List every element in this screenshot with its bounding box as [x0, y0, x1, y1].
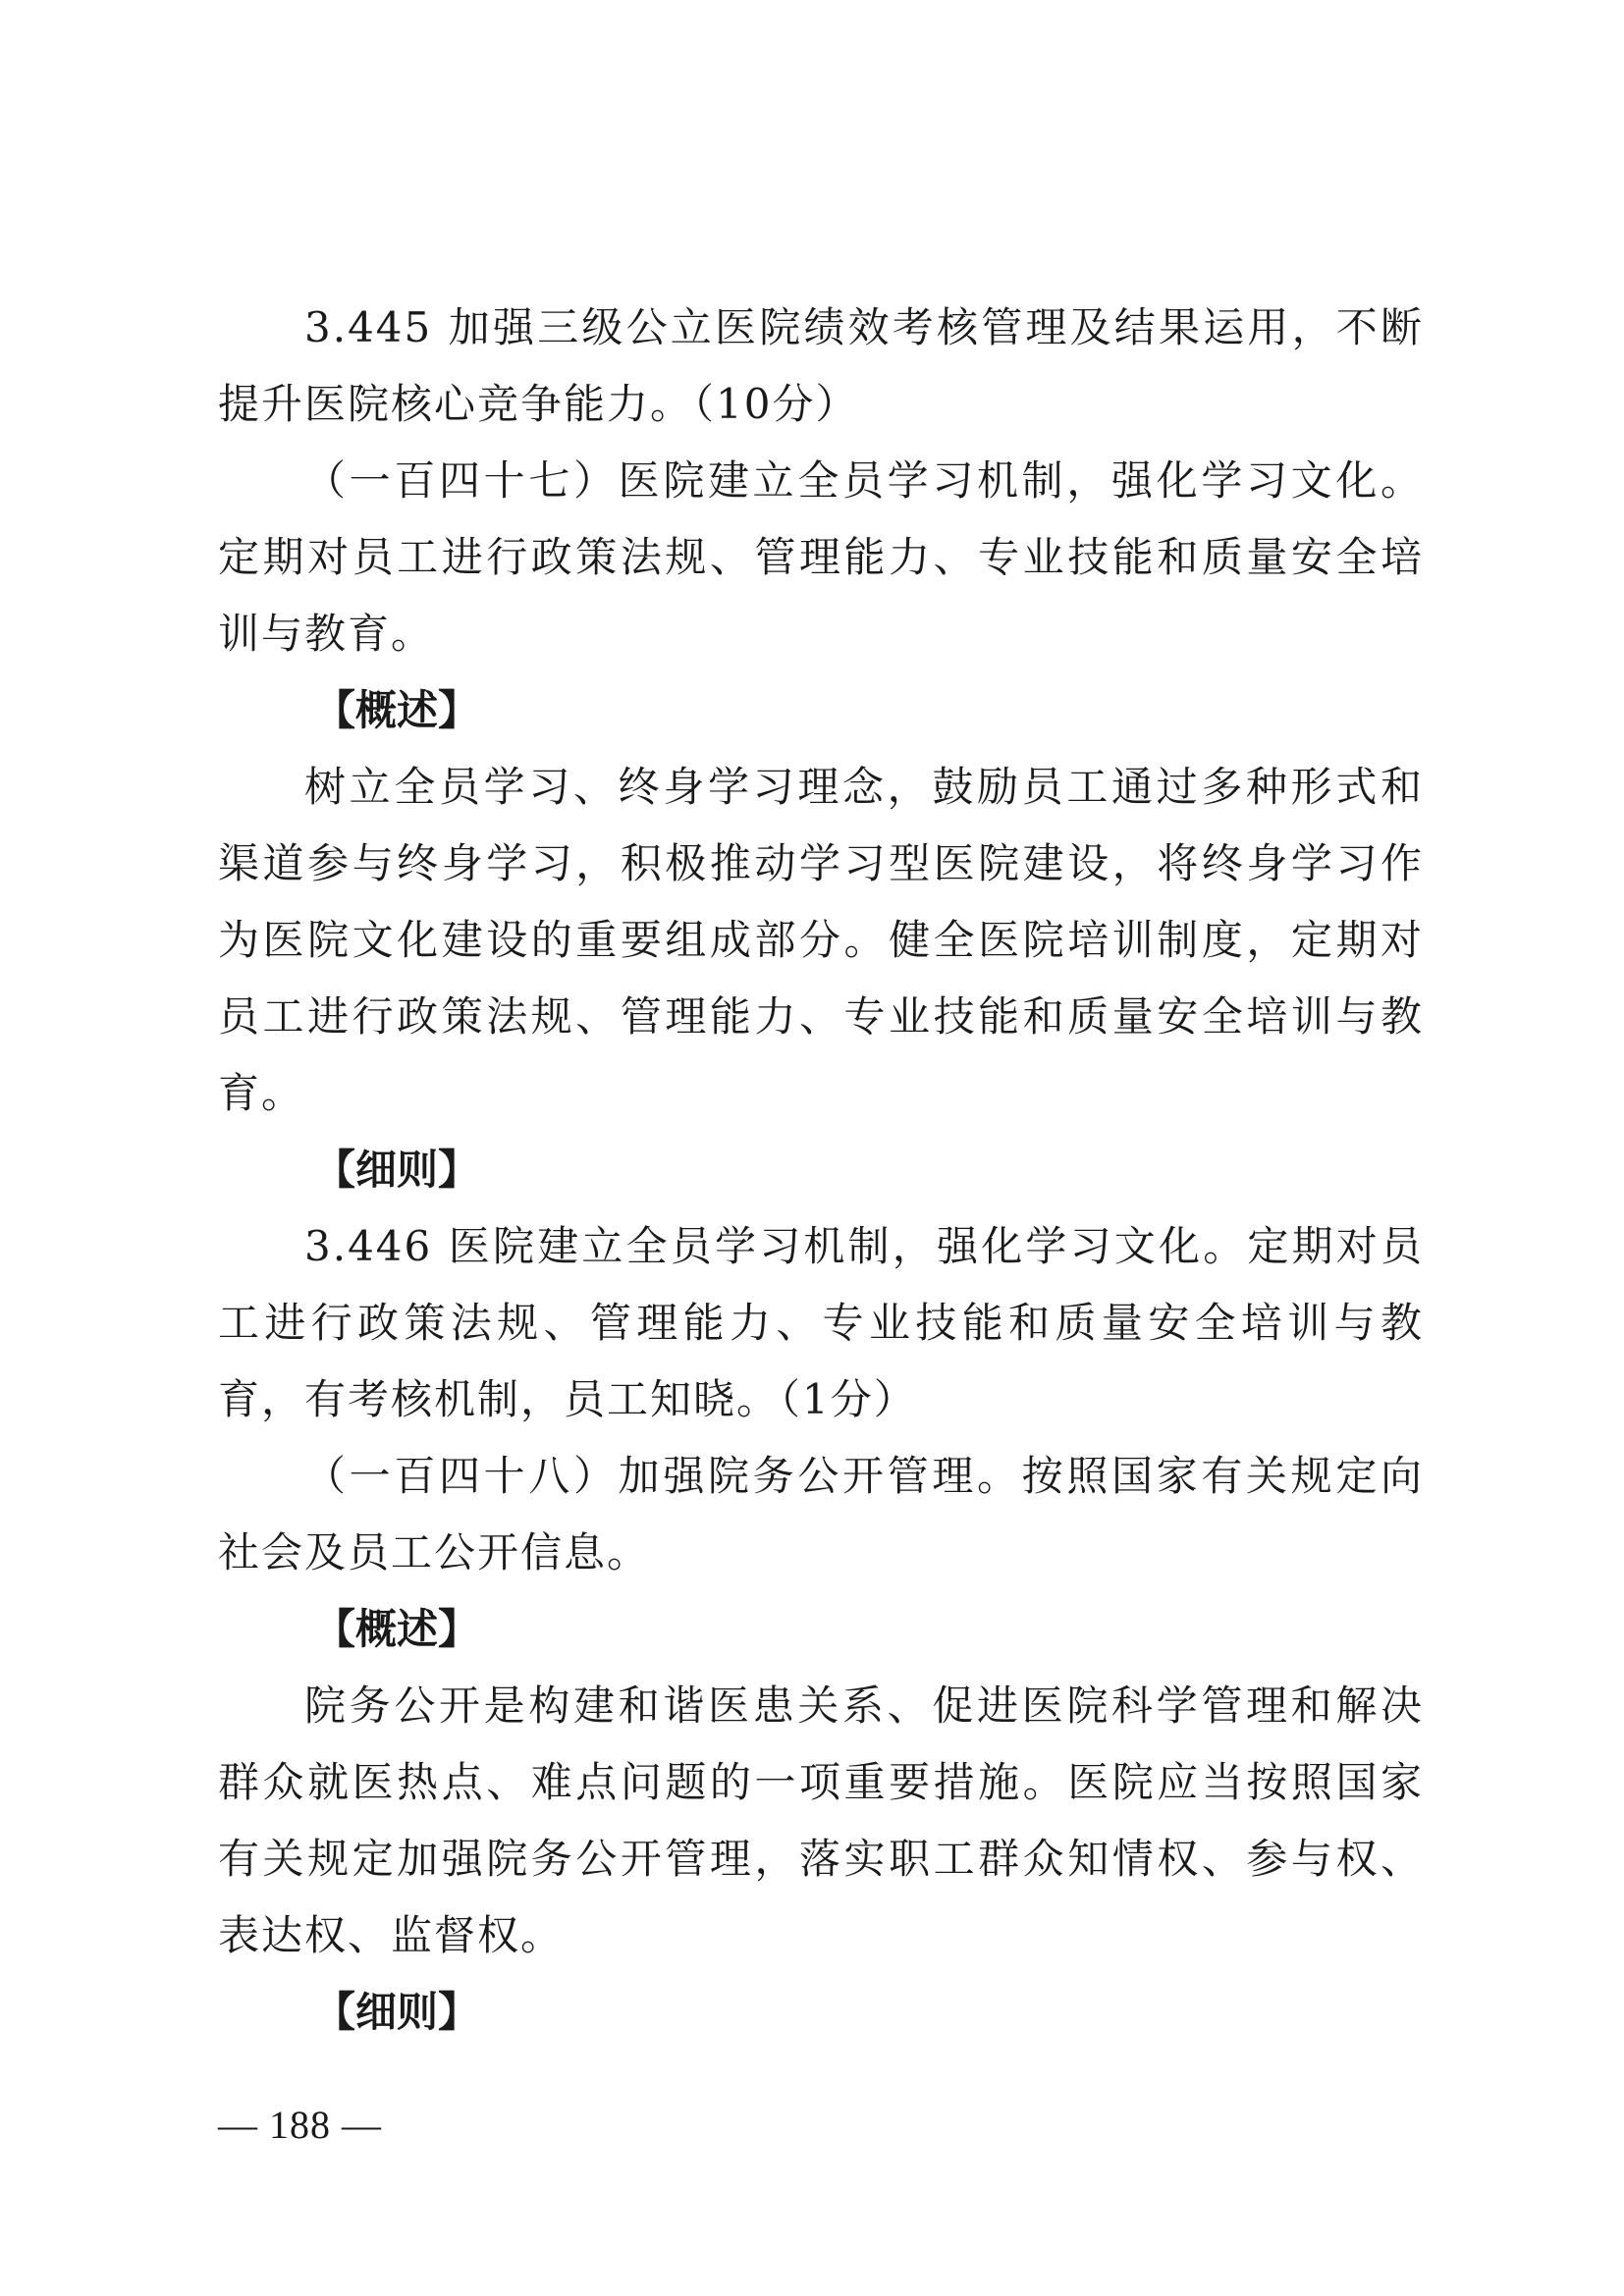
page-content: [218, 290, 1424, 2051]
overview-heading: 【概述】: [314, 1605, 480, 1653]
page-number: — 188 —: [218, 2103, 382, 2147]
clause-3-446: 3.446 医院建立全员学习机制，强化学习文化。定期对员工进行政策法规、管理能力、专业技能和质量安全培训与教育，有考核机制，员工知晓。（1分）: [218, 1222, 1424, 1423]
overview-text: 院务公开是构建和谐医患关系、促进医院科学管理和解决群众就医热点、难点问题的一项重要措施。医院应当按照国家有关规定加强院务公开管理，落实职工群众知情权、参与权、表达权、监督权。: [218, 1682, 1424, 1959]
item-148-title: （一百四十八）加强院务公开管理。按照国家有关规定向社会及员工公开信息。: [218, 1452, 1424, 1576]
item-147-title: （一百四十七）医院建立全员学习机制，强化学习文化。定期对员工进行政策法规、管理能力、专业技能和质量安全培训与教育。: [218, 456, 1424, 658]
overview-text: 树立全员学习、终身学习理念，鼓励员工通过多种形式和渠道参与终身学习，积极推动学习型医院建设，将终身学习作为医院文化建设的重要组成部分。健全医院培训制度，定期对员工进行政策法规、管理能力、专业技能和质量安全培训与教育。: [218, 763, 1424, 1117]
overview-heading: 【概述】: [314, 686, 480, 734]
rules-heading: 【细则】: [314, 1988, 480, 2036]
rules-heading: 【细则】: [314, 1146, 480, 1194]
clause-3-445: 3.445 加强三级公立医院绩效考核管理及结果运用，不断提升医院核心竞争能力。（10分）: [218, 303, 1424, 428]
